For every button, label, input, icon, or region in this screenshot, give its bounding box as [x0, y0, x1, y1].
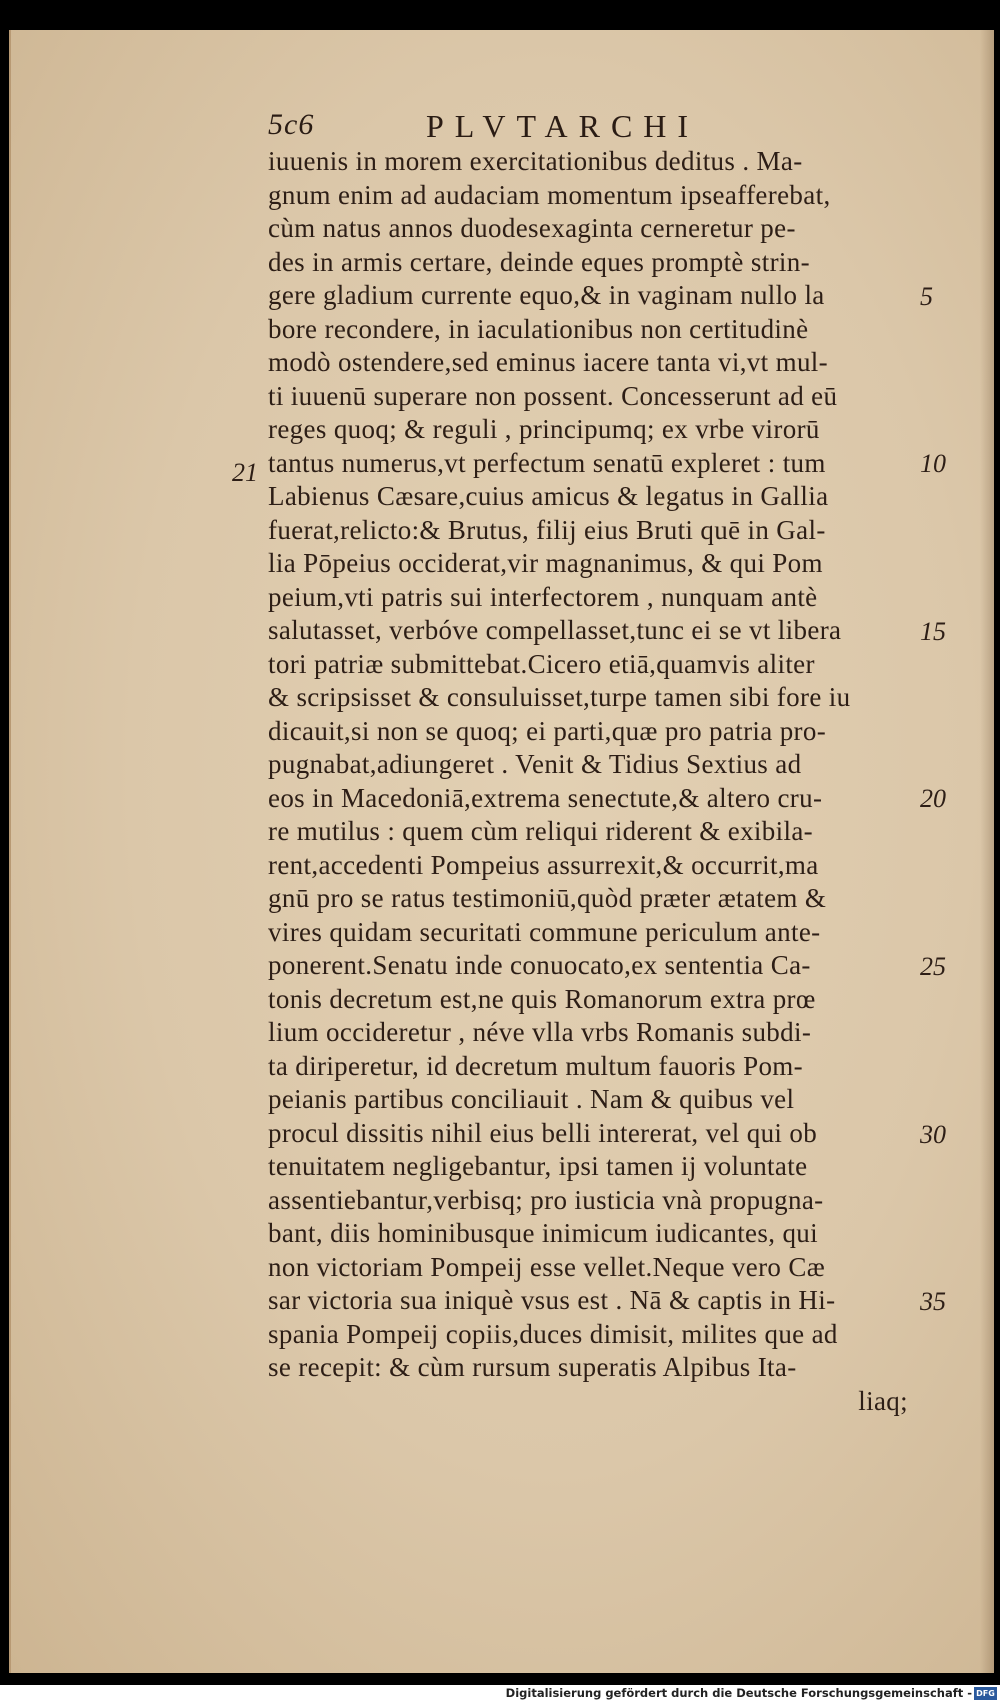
- text-line: & scripsisset & consuluisset,turpe tamen sibi fore iu: [268, 682, 851, 712]
- text-line: vires quidam securitati commune periculum ante-: [268, 916, 821, 947]
- text-line: fuerat,relicto:& Brutus, filij eius Bruti quē in Gal-: [268, 514, 826, 545]
- text-line: bore recondere, in iaculationibus non certitudinè: [268, 313, 809, 344]
- text-line: des in armis certare, deinde eques promptè strin-: [268, 246, 810, 277]
- text-line: gnū pro se ratus testimoniū,quòd præter ætatem &: [268, 883, 827, 913]
- text-line: spania Pompeij copiis,duces dimisit, milites que ad: [268, 1318, 838, 1349]
- page-edge-shadow: [980, 30, 994, 1673]
- line-number-35: 35: [920, 1287, 946, 1316]
- text-line: peium,vti patris sui interfectorem , nunquam antè: [268, 581, 818, 612]
- text-line: ta diriperetur, id decretum multum fauoris Pom-: [268, 1050, 803, 1081]
- text-line: ponerent.Senatu inde conuocato,ex sententia Ca-: [268, 950, 811, 980]
- text-line: tenuitatem negligebantur, ipsi tamen ij voluntate: [268, 1151, 808, 1181]
- text-line: tantus numerus,vt perfectum senatū expleret : tum: [268, 447, 826, 478]
- text-line: lia Pōpeius occiderat,vir magnanimus, & qui Pom: [268, 548, 823, 578]
- text-line: bant, diis hominibusque inimicum iudicantes, qui: [268, 1218, 818, 1248]
- text-line: reges quoq; & reguli , principumq; ex vrbe virorū: [268, 414, 820, 444]
- text-line: tori patriæ submittebat.Cicero etiā,quamvis aliter: [268, 648, 815, 679]
- text-line: modò ostendere,sed eminus iacere tanta vi,vt mul-: [268, 347, 828, 377]
- text-line: lium occideretur , néve vlla vrbs Romanis subdi-: [268, 1017, 812, 1047]
- line-number-20: 20: [920, 784, 946, 813]
- text-line: assentiebantur,verbisq; pro iusticia vnà propugna-: [268, 1184, 824, 1215]
- text-line: dicauit,si non se quoq; ei parti,quæ pro patria pro-: [268, 715, 827, 746]
- footer-bar: [0, 1685, 1000, 1703]
- line-number-10: 10: [920, 449, 946, 478]
- line-number-15: 15: [920, 617, 946, 646]
- text-line: eos in Macedoniā,extrema senectute,& altero cru-: [268, 782, 823, 813]
- text-line: re mutilus : quem cùm reliqui riderent & exibila-: [268, 816, 814, 846]
- catchword: liaq;: [858, 1385, 908, 1416]
- text-line: gere gladium currente equo,& in vaginam nullo la: [268, 280, 825, 310]
- text-line: se recepit: & cùm rursum superatis Alpibus Ita-: [268, 1352, 797, 1382]
- marginal-note: 21: [232, 458, 258, 487]
- text-line: peianis partibus conciliauit . Nam & quibus vel: [268, 1084, 795, 1114]
- text-line: rent,accedenti Pompeius assurrexit,& occurrit,ma: [268, 849, 819, 880]
- text-line: sar victoria sua iniquè vsus est . Nā & captis in Hi-: [268, 1285, 836, 1315]
- line-number-30: 30: [920, 1120, 946, 1149]
- text-line: cùm natus annos duodesexaginta cerneretur pe-: [268, 213, 796, 243]
- line-number-25: 25: [920, 952, 946, 981]
- text-line: pugnabat,adiungeret . Venit & Tidius Sextius ad: [268, 749, 802, 779]
- text-line: gnum enim ad audaciam momentum ipseafferebat,: [268, 179, 831, 210]
- text-line: salutasset, verbóve compellasset,tunc ei se vt libera: [268, 615, 842, 645]
- funding-credit: Digitalisierung gefördert durch die Deutsche Forschungsgemeinschaft -: [505, 1686, 972, 1700]
- text-line: ti iuuenū superare non possent. Concesserunt ad eū: [268, 380, 838, 411]
- line-number-5: 5: [920, 282, 933, 311]
- text-line: procul dissitis nihil eius belli intererat, vel qui ob: [268, 1117, 818, 1148]
- text-line: non victoriam Pompeij esse vellet.Neque vero Cæ: [268, 1251, 826, 1282]
- page-number: 5c6: [268, 108, 315, 141]
- text-line: tonis decretum est,ne quis Romanorum extra prœ: [268, 983, 816, 1014]
- text-line: iuuenis in morem exercitationibus deditus . Ma-: [268, 146, 803, 176]
- text-line: Labienus Cæsare,cuius amicus & legatus in Gallia: [268, 481, 829, 511]
- dfg-logo-icon: DFG: [974, 1687, 997, 1700]
- running-title: PLVTARCHI: [426, 108, 700, 144]
